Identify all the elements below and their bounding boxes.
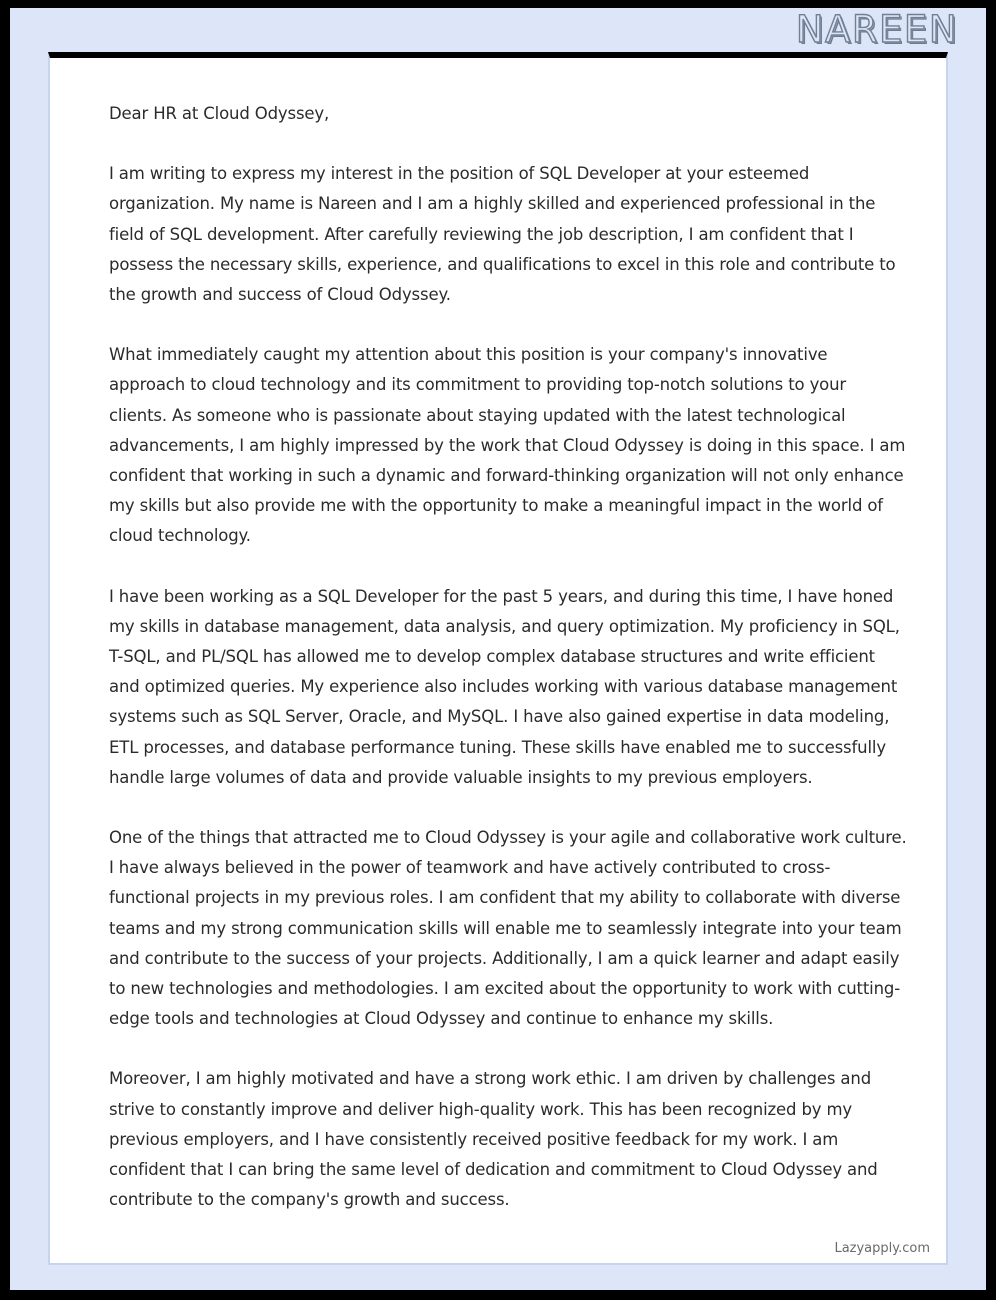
page-canvas (10, 8, 986, 1290)
letter-paragraph-2: What immediately caught my attention about this position is your company's innovative approach to cloud technology and its commitment to providing top-notch solutions to your clients. As someone who is passionate about staying updated with the latest technological advancements, I am highly impressed by the work that Cloud Odyssey is doing in this space. I am confident that working in such a dynamic and forward-thinking organization will not only enhance my skills but also provide me with the opportunity to make a meaningful impact in the world of cloud technology. (109, 345, 911, 546)
lazyapply-watermark: Lazyapply.com (834, 1241, 930, 1256)
letter-paragraph-4: One of the things that attracted me to Cloud Odyssey is your agile and collaborative work culture. I have always believed in the power of teamwork and have actively contributed to cross-functional projects in my previous roles. I am confident that my ability to collaborate with diverse teams and my strong communication skills will enable me to seamlessly integrate into your team and contribute to the success of your projects. Additionally, I am a quick learner and adapt easily to new technologies and methodologies. I am excited about the opportunity to work with cutting-edge tools and technologies at Cloud Odyssey and continue to enhance my skills. (109, 828, 912, 1029)
document-header (10, 8, 986, 52)
letter-paragraph-3: I have been working as a SQL Developer for the past 5 years, and during this time, I have honed my skills in database management, data analysis, and query optimization. My proficiency in SQL, T-SQL, and PL/SQL has allowed me to develop complex database structures and write efficient and optimized queries. My experience also includes working with various database management systems such as SQL Server, Oracle, and MySQL. I have also gained expertise in data modeling, ETL processes, and database performance tuning. These skills have enabled me to successfully handle large volumes of data and provide valuable insights to my previous employers. (109, 586, 905, 787)
cover-letter-body (109, 99, 912, 1216)
letter-paragraph-1: I am writing to express my interest in the position of SQL Developer at your esteemed organization. My name is Nareen and I am a highly skilled and experienced professional in the field of SQL development. After carefully reviewing the job description, I am confident that I possess the necessary skills, experience, and qualifications to excel in this role and contribute to the growth and success of Cloud Odyssey. (109, 164, 901, 305)
applicant-name-heading: NAREEN (795, 8, 958, 51)
letter-paragraph-5: Moreover, I am highly motivated and have a strong work ethic. I am driven by challenges and strive to constantly improve and deliver high-quality work. This has been recognized by my previous employers, and I have consistently received positive feedback for my work. I am confident that I can bring the same level of dedication and commitment to Cloud Odyssey and contribute to the company's growth and success. (109, 1069, 883, 1210)
letter-salutation: Dear HR at Cloud Odyssey, (109, 104, 330, 123)
cover-letter-card (48, 52, 948, 1265)
